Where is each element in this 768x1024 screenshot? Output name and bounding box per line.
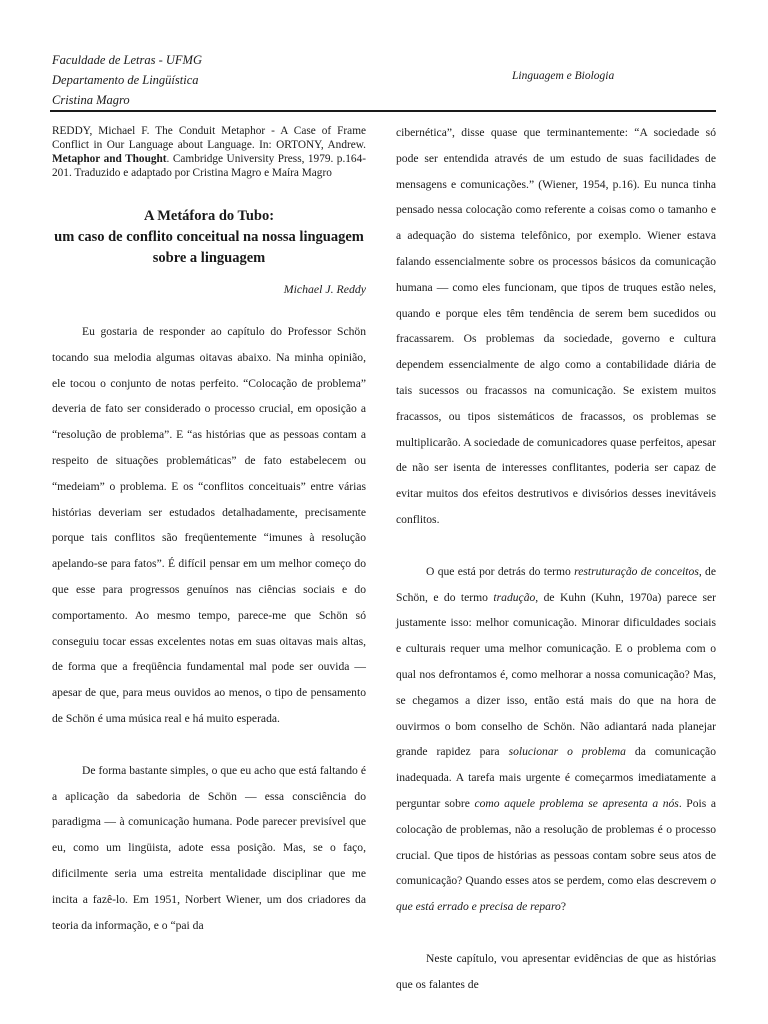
emphasis-span: como aquele problema se apresenta a nós	[474, 796, 679, 810]
text-span: . Pois a colocação de problemas, não a resolução de problemas é o processo crucial. Que tipos de histórias as pessoas contam sobre seus atos de comunicação? Quando esses atos se perdem, como elas descrevem	[396, 796, 716, 888]
bibliographic-reference	[52, 124, 366, 180]
emphasis-span: tradução	[493, 590, 536, 604]
header-left	[52, 50, 202, 110]
text-span: ?	[560, 900, 567, 914]
emphasis-span: restruturação de conceitos	[574, 564, 699, 578]
department-line: Departamento de Lingüística	[52, 73, 199, 87]
reference-book-title: Metaphor and Thought	[52, 153, 167, 165]
right-paragraph-1: cibernética”, disse quase que terminantemente: “A sociedade só pode ser entendida através de um estudo de suas facilidades de mensagens e comunicações.” (Wiener, 1954, p.16). Eu nunca tinha pensado nessa colocação como referente a coisas como o tamanho e a adequação do sistema telefônico, por exemplo. Wiener estava falando essencialmente sobre os processos básicos da comunicação humana — como eles funcionam, que tipos de truques estão neles, quando e porque eles têm tendência de serem bem sucedidos ou fracassarem. Os problemas da sociedade, governo e cultura dependem essencialmente de algo como a contabilidade diária de tais sucessos ou fracassos na comunicação. Se existem muitos fracassos, ou tipos sistemáticos de fracassos, os problemas se multiplicarão. A sociedade de comunicadores quase perfeitos, apesar de não ser isenta de interesses conflitantes, poderia ser capaz de evitar muitos dos efeitos destrutivos e divisórios desses inevitáveis conflitos.	[396, 126, 716, 526]
emphasis-span: solucionar o problema	[508, 745, 626, 759]
right-paragraph-3: Neste capítulo, vou apresentar evidências de que as histórias que os falantes de	[396, 951, 716, 991]
text-span: da comunicação inadequada. A tarefa mais urgente é começarmos imediatamente a perguntar sobre	[396, 745, 716, 810]
left-paragraph-1: Eu gostaria de responder ao capítulo do Professor Schön tocando sua melodia algumas oitavas abaixo. Na minha opinião, ele tocou o conjunto de notas perfeito. “Colocação de problema” deveria de fato ser considerado o processo crucial, em oposição a “resolução de problema”. E “as histórias que as pessoas contam a respeito de situações problemáticas” de fato estabelecem ou “medeiam” o problema. E os “conflitos conceituais” entre várias histórias deveriam ser estudados detalhadamente, precisamente porque tais conflitos são freqüentemente “imunes à resolução apelando-se para fatos”. É difícil pensar em um melhor começo do que esse para progressos genuínos nas ciências sociais e do comportamento. Ao mesmo tempo, parece-me que Schön só conseguiu tocar essas excelentes notas em suas oitavas mais altas, de forma que a freqüência fundamental mal pode ser ouvida — apesar de que, para meus ouvidos ao menos, o tipo de pensamento de Schön é uma música real e há muito esperada.	[52, 325, 366, 725]
title-line-1: A Metáfora do Tubo:	[143, 208, 275, 224]
text-span: , de Kuhn (Kuhn, 1970a) parece ser justamente isso: melhor comunicação. Minorar dificuldades sociais e culturais requer uma melhor comunicação. E o problema com o qual nos defrontamos é, como melhorar a nossa comunicação? Mas, se chegamos a dizer isso, então está mais do que na hora de ouvirmos o bom conselho de Schön. Não adiantará nada planejar grande rapidez para	[396, 590, 716, 759]
author-name-line: Cristina Magro	[52, 93, 130, 107]
left-column	[52, 120, 366, 938]
reference-part2: . Cambridge University Press, 1979. p.164-201. Traduzido e adaptado por Cristina Magro e Maíra Magro	[52, 153, 366, 179]
article-author: Michael J. Reddy	[283, 282, 366, 296]
title-line-3: sobre a linguagem	[152, 250, 266, 266]
header-rule	[50, 110, 716, 112]
title-line-2: um caso de conflito conceitual na nossa linguagem	[54, 229, 364, 245]
reference-part1: REDDY, Michael F. The Conduit Metaphor - A Case of Frame Conflict in Our Language about Language. In: ORTONY, Andrew.	[52, 125, 366, 151]
emphasis-span: o que está errado e precisa de reparo	[396, 874, 716, 914]
right-paragraph-2	[396, 559, 716, 920]
article-title	[52, 206, 366, 269]
left-paragraph-2: De forma bastante simples, o que eu acho que está faltando é a aplicação da sabedoria de Schön — essa consciência do paradigma — à comunicação humana. Pode parecer previsível que eu, como um lingüista, adote essa posição. Mas, se o faço, dificilmente seria uma estreita mentalidade disciplinar que me incita a fazê-lo. Em 1951, Norbert Wiener, um dos criadores da teoria da informação, e o “pai da	[52, 763, 366, 932]
faculty-line: Faculdade de Letras - UFMG	[52, 53, 202, 67]
course-title: Linguagem e Biologia	[512, 70, 615, 82]
right-column	[396, 120, 716, 998]
text-span: O que está por detrás do termo	[426, 564, 575, 578]
text-span: , de Schön, e do termo	[396, 564, 717, 604]
